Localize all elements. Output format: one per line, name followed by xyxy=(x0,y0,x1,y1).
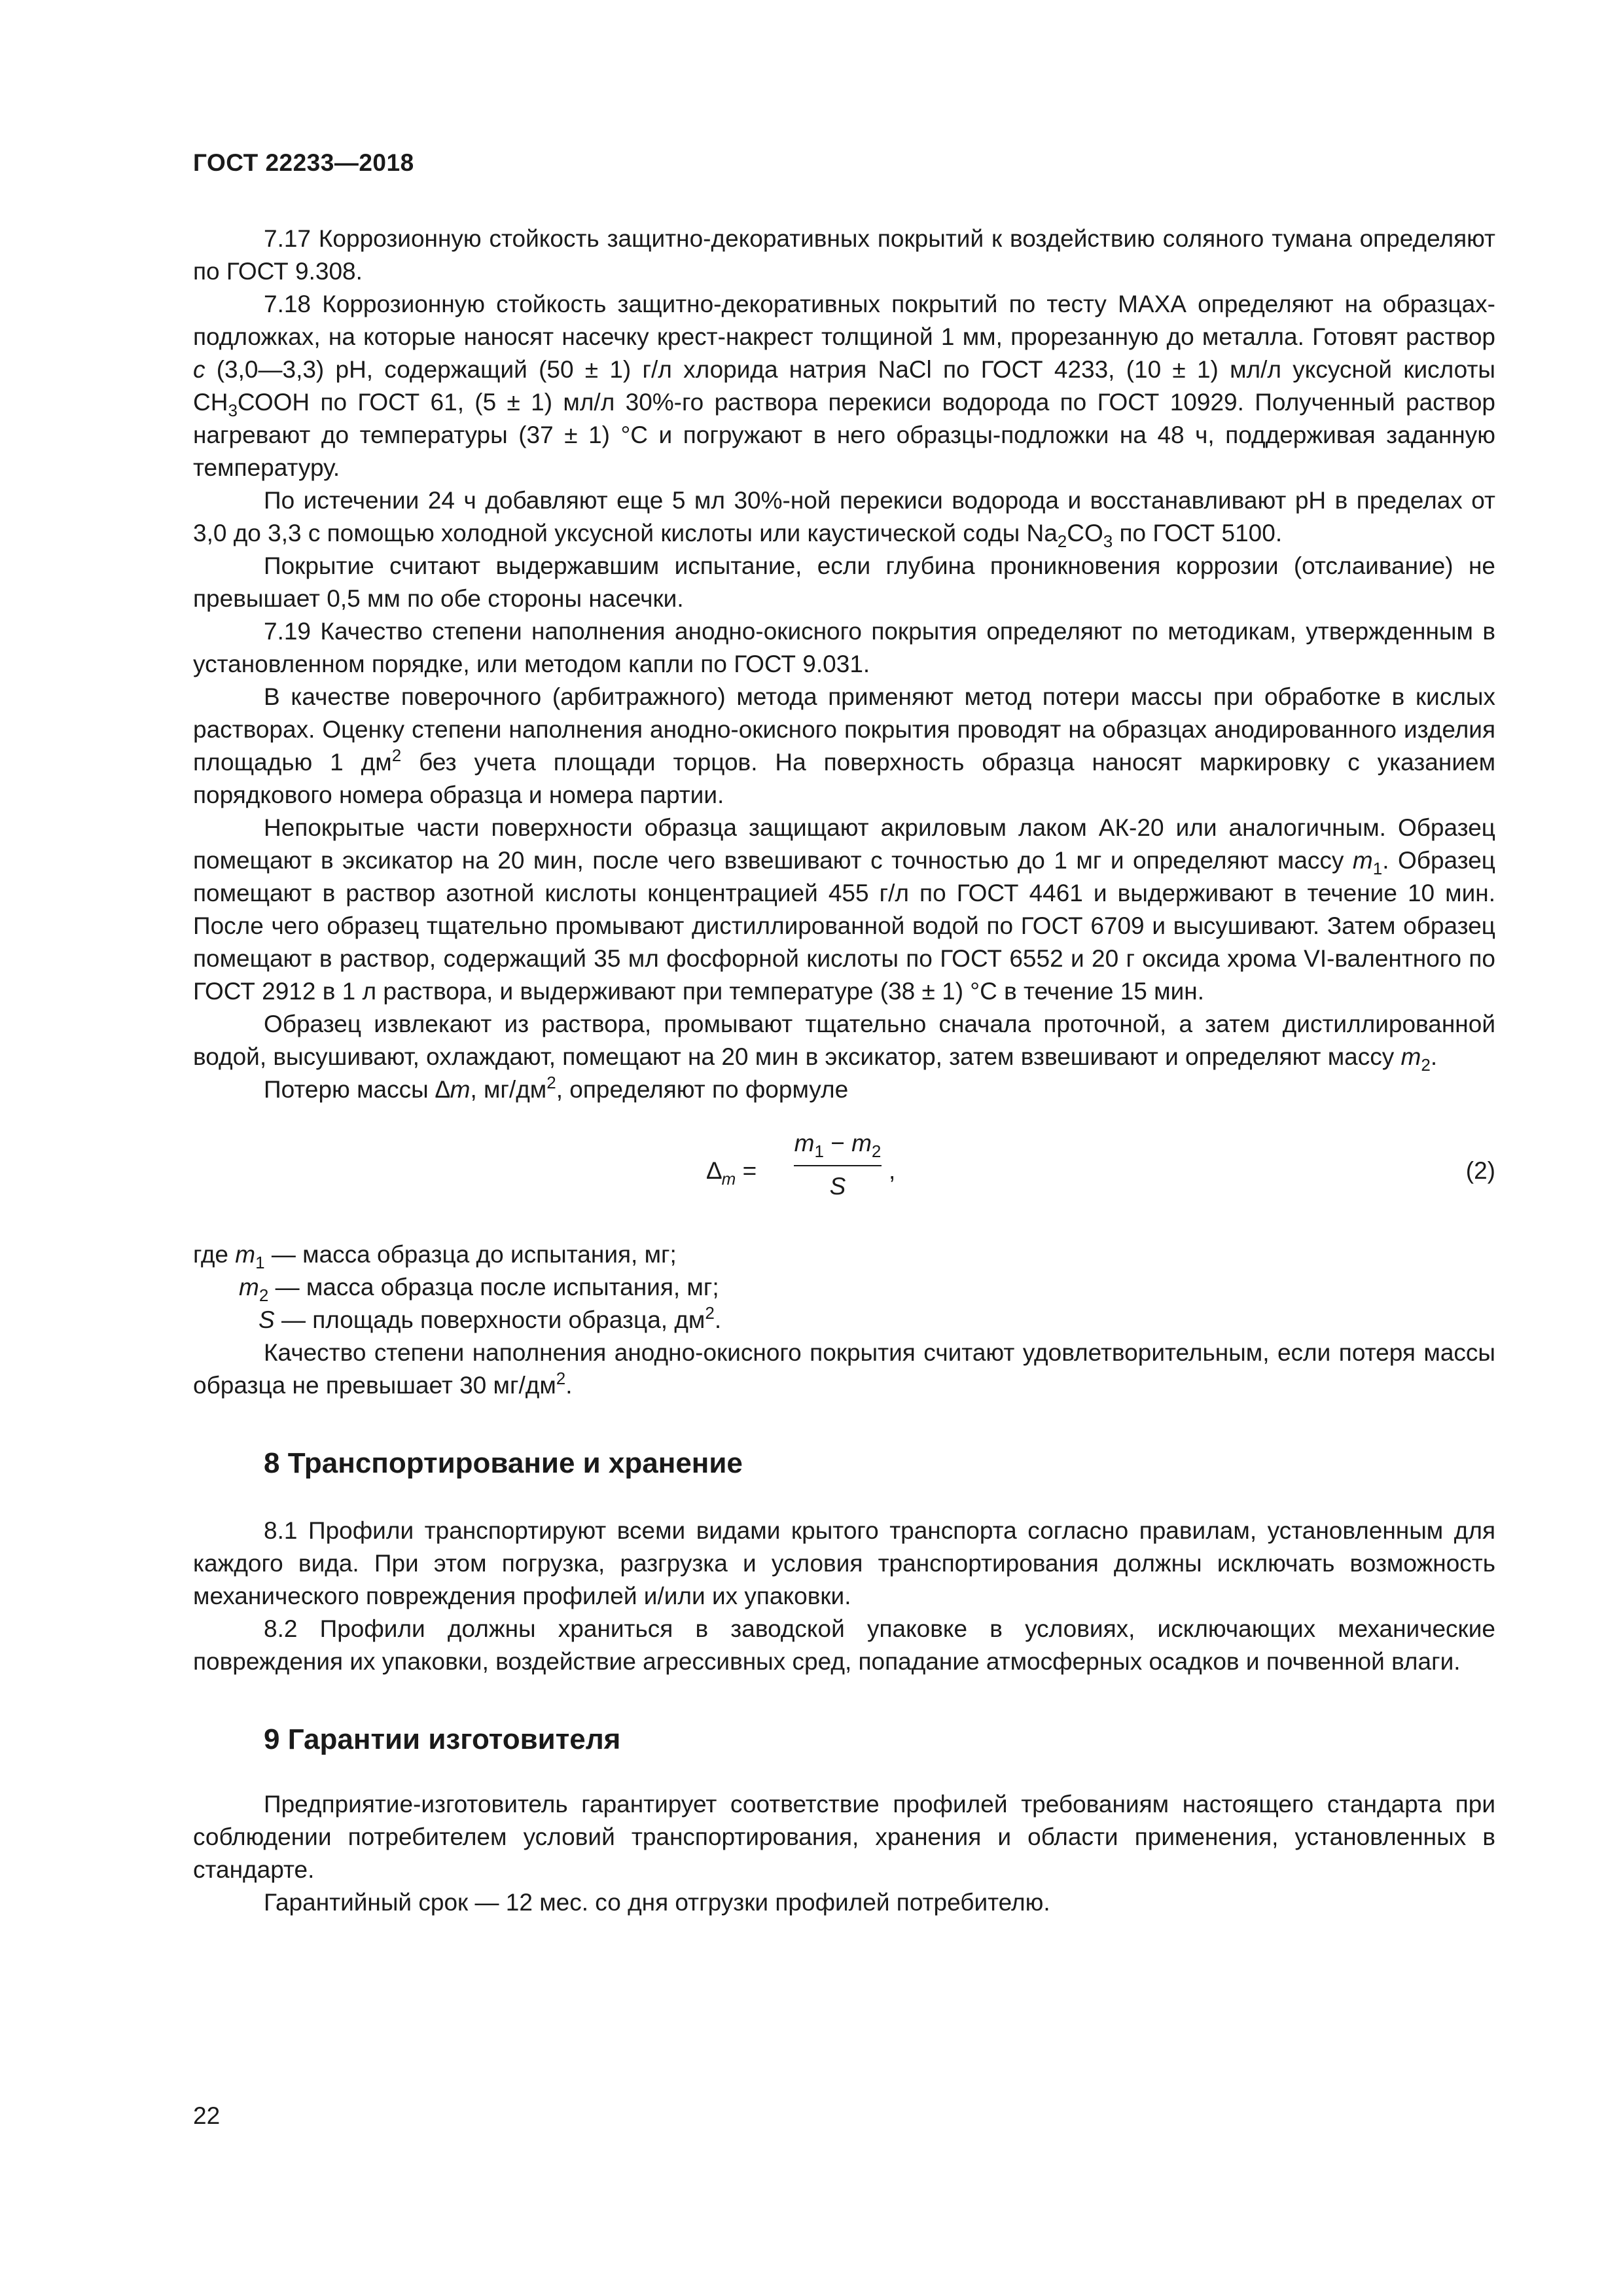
paragraph-coating-result: Покрытие считают выдержавшим испытание, если глубина проникновения коррозии (отслаивание) не превышает 0,5 мм по обе стороны насечки. xyxy=(193,552,1495,612)
formula-block xyxy=(193,1121,1495,1219)
paragraph-mass-loss: Потерю массы ∆m, $мг/дм^2$, определяют по формуле xyxy=(264,1073,849,1103)
paragraph-8-1: 8.1 Профили транспортируют всеми видами крытого транспорта согласно правилам, установленным для каждого вида. При этом погрузка, разгрузка и условия транспортирования должны исключать возможность механического повреждения профилей и/или их упаковки. xyxy=(193,1517,1495,1609)
formula xyxy=(707,1121,982,1219)
page-content xyxy=(193,223,1495,1919)
paragraph-arbitration: В качестве поверочного (арбитражного) метода применяют метод потери массы при обработке в кислых растворах. Оценку степени наполнения анодно-окисного покрытия проводят на образцах анодированного изделия площадью 1 $дм^2$ без учета площади торцов. На поверхность образца наносят маркировку с указанием порядкового номера образца и номера партии. xyxy=(193,683,1496,808)
formula-comma: , xyxy=(889,1157,896,1184)
formula-legend xyxy=(193,1238,1495,1336)
paragraph-8-2: 8.2 Профили должны храниться в заводской упаковке в условиях, исключающих механические повреждения их упаковки, воздействие агрессивных сред, попадание атмосферных осадков и почвенной влаги. xyxy=(193,1615,1495,1675)
legend-m2: $m_2$ — масса образца после испытания, мг; xyxy=(239,1274,719,1305)
paragraph-9-2: Гарантийный срок — 12 мес. со дня отгрузки профилей потребителю. xyxy=(264,1889,1050,1916)
section-8-title: 8 Транспортирование и хранение xyxy=(264,1447,743,1479)
formula-numerator: $m_1 - m_2$ xyxy=(794,1130,882,1161)
fraction-bar xyxy=(794,1165,882,1166)
paragraph-7-17: 7.17 Коррозионную стойкость защитно-декоративных покрытий к воздействию соляного тумана определяют по ГОСТ 9.308. xyxy=(193,225,1495,285)
formula-lhs: $\Delta_m$ = xyxy=(707,1157,757,1189)
formula-denominator: S xyxy=(829,1173,846,1200)
paragraph-24h: По истечении 24 ч добавляют еще 5 мл 30%-ной перекиси водорода и восстанавливают рН в пределах от 3,0 до 3,3 с помощью холодной уксусной кислоты или каустической соды $Na_2CO_3$ по ГОСТ 5100. xyxy=(193,487,1495,551)
legend-s: S — площадь поверхности образца, $дм^2$. xyxy=(259,1303,722,1333)
document-header: ГОСТ 22233—2018 xyxy=(193,149,414,176)
paragraph-extract: Образец извлекают из раствора, промывают тщательно сначала проточной, а затем дистиллированной водой, высушивают, охлаждают, помещают на 20 мин в эксикатор, затем взвешивают и определяют массу $m_2$. xyxy=(193,1011,1495,1075)
paragraph-quality: Качество степени наполнения анодно-окисного покрытия считают удовлетворительным, если потеря массы образца не превышает 30 $мг/дм^2$. xyxy=(193,1339,1495,1399)
formula-number: (2) xyxy=(1465,1157,1495,1184)
paragraph-uncoated-parts: Непокрытые части поверхности образца защищают акриловым лаком АК-20 или аналогичным. Образец помещают в эксикатор на 20 мин, после чего взвешивают с точностью до 1 мг и определяют массу $m_1$. Образец помещают в раствор азотной кислоты концентрацией 455 г/л по ГОСТ 4461 и выдерживают в течение 10 мин. После чего образец тщательно промывают дистиллированной водой по ГОСТ 6709 и высушивают. Затем образец помещают в раствор, содержащий 35 мл фосфорной кислоты по ГОСТ 6552 и 20 г оксида хрома VI-валентного по ГОСТ 2912 в 1 л раствора, и выдерживают при температуре (38 ± 1) °С в течение 15 мин. xyxy=(193,814,1496,1005)
paragraph-9-1: Предприятие-изготовитель гарантирует соответствие профилей требованиям настоящего стандарта при соблюдении потребителем условий транспортирования, хранения и области применения, установленных в стандарте. xyxy=(193,1791,1495,1883)
page-number: 22 xyxy=(193,2102,221,2129)
paragraph-7-18: 7.18 Коррозионную стойкость защитно-декоративных покрытий по тесту МАХА определяют на образцах-подложках, на которые наносят насечку крест-накрест толщиной 1 мм, прорезанную до металла. Готовят раствор с (3,0—3,3) рН, содержащий (50 ± 1) г/л хлорида натрия NaCl по ГОСТ 4233, (10 ± 1) мл/л уксусной кислоты $СН_3СООН$ по ГОСТ 61, (5 ± 1) мл/л 30%-го раствора перекиси водорода по ГОСТ 10929. Полученный раствор нагревают до температуры (37 ± 1) °С и погружают в него образцы-подложки на 48 ч, поддерживая заданную температуру. xyxy=(193,291,1495,481)
paragraph-7-19: 7.19 Качество степени наполнения анодно-окисного покрытия определяют по методикам, утвержденным в установленном порядке, или методом капли по ГОСТ 9.031. xyxy=(193,618,1495,677)
section-9-title: 9 Гарантии изготовителя xyxy=(264,1723,621,1755)
legend-m1: где $m_1$ — масса образца до испытания, мг; xyxy=(193,1241,677,1272)
